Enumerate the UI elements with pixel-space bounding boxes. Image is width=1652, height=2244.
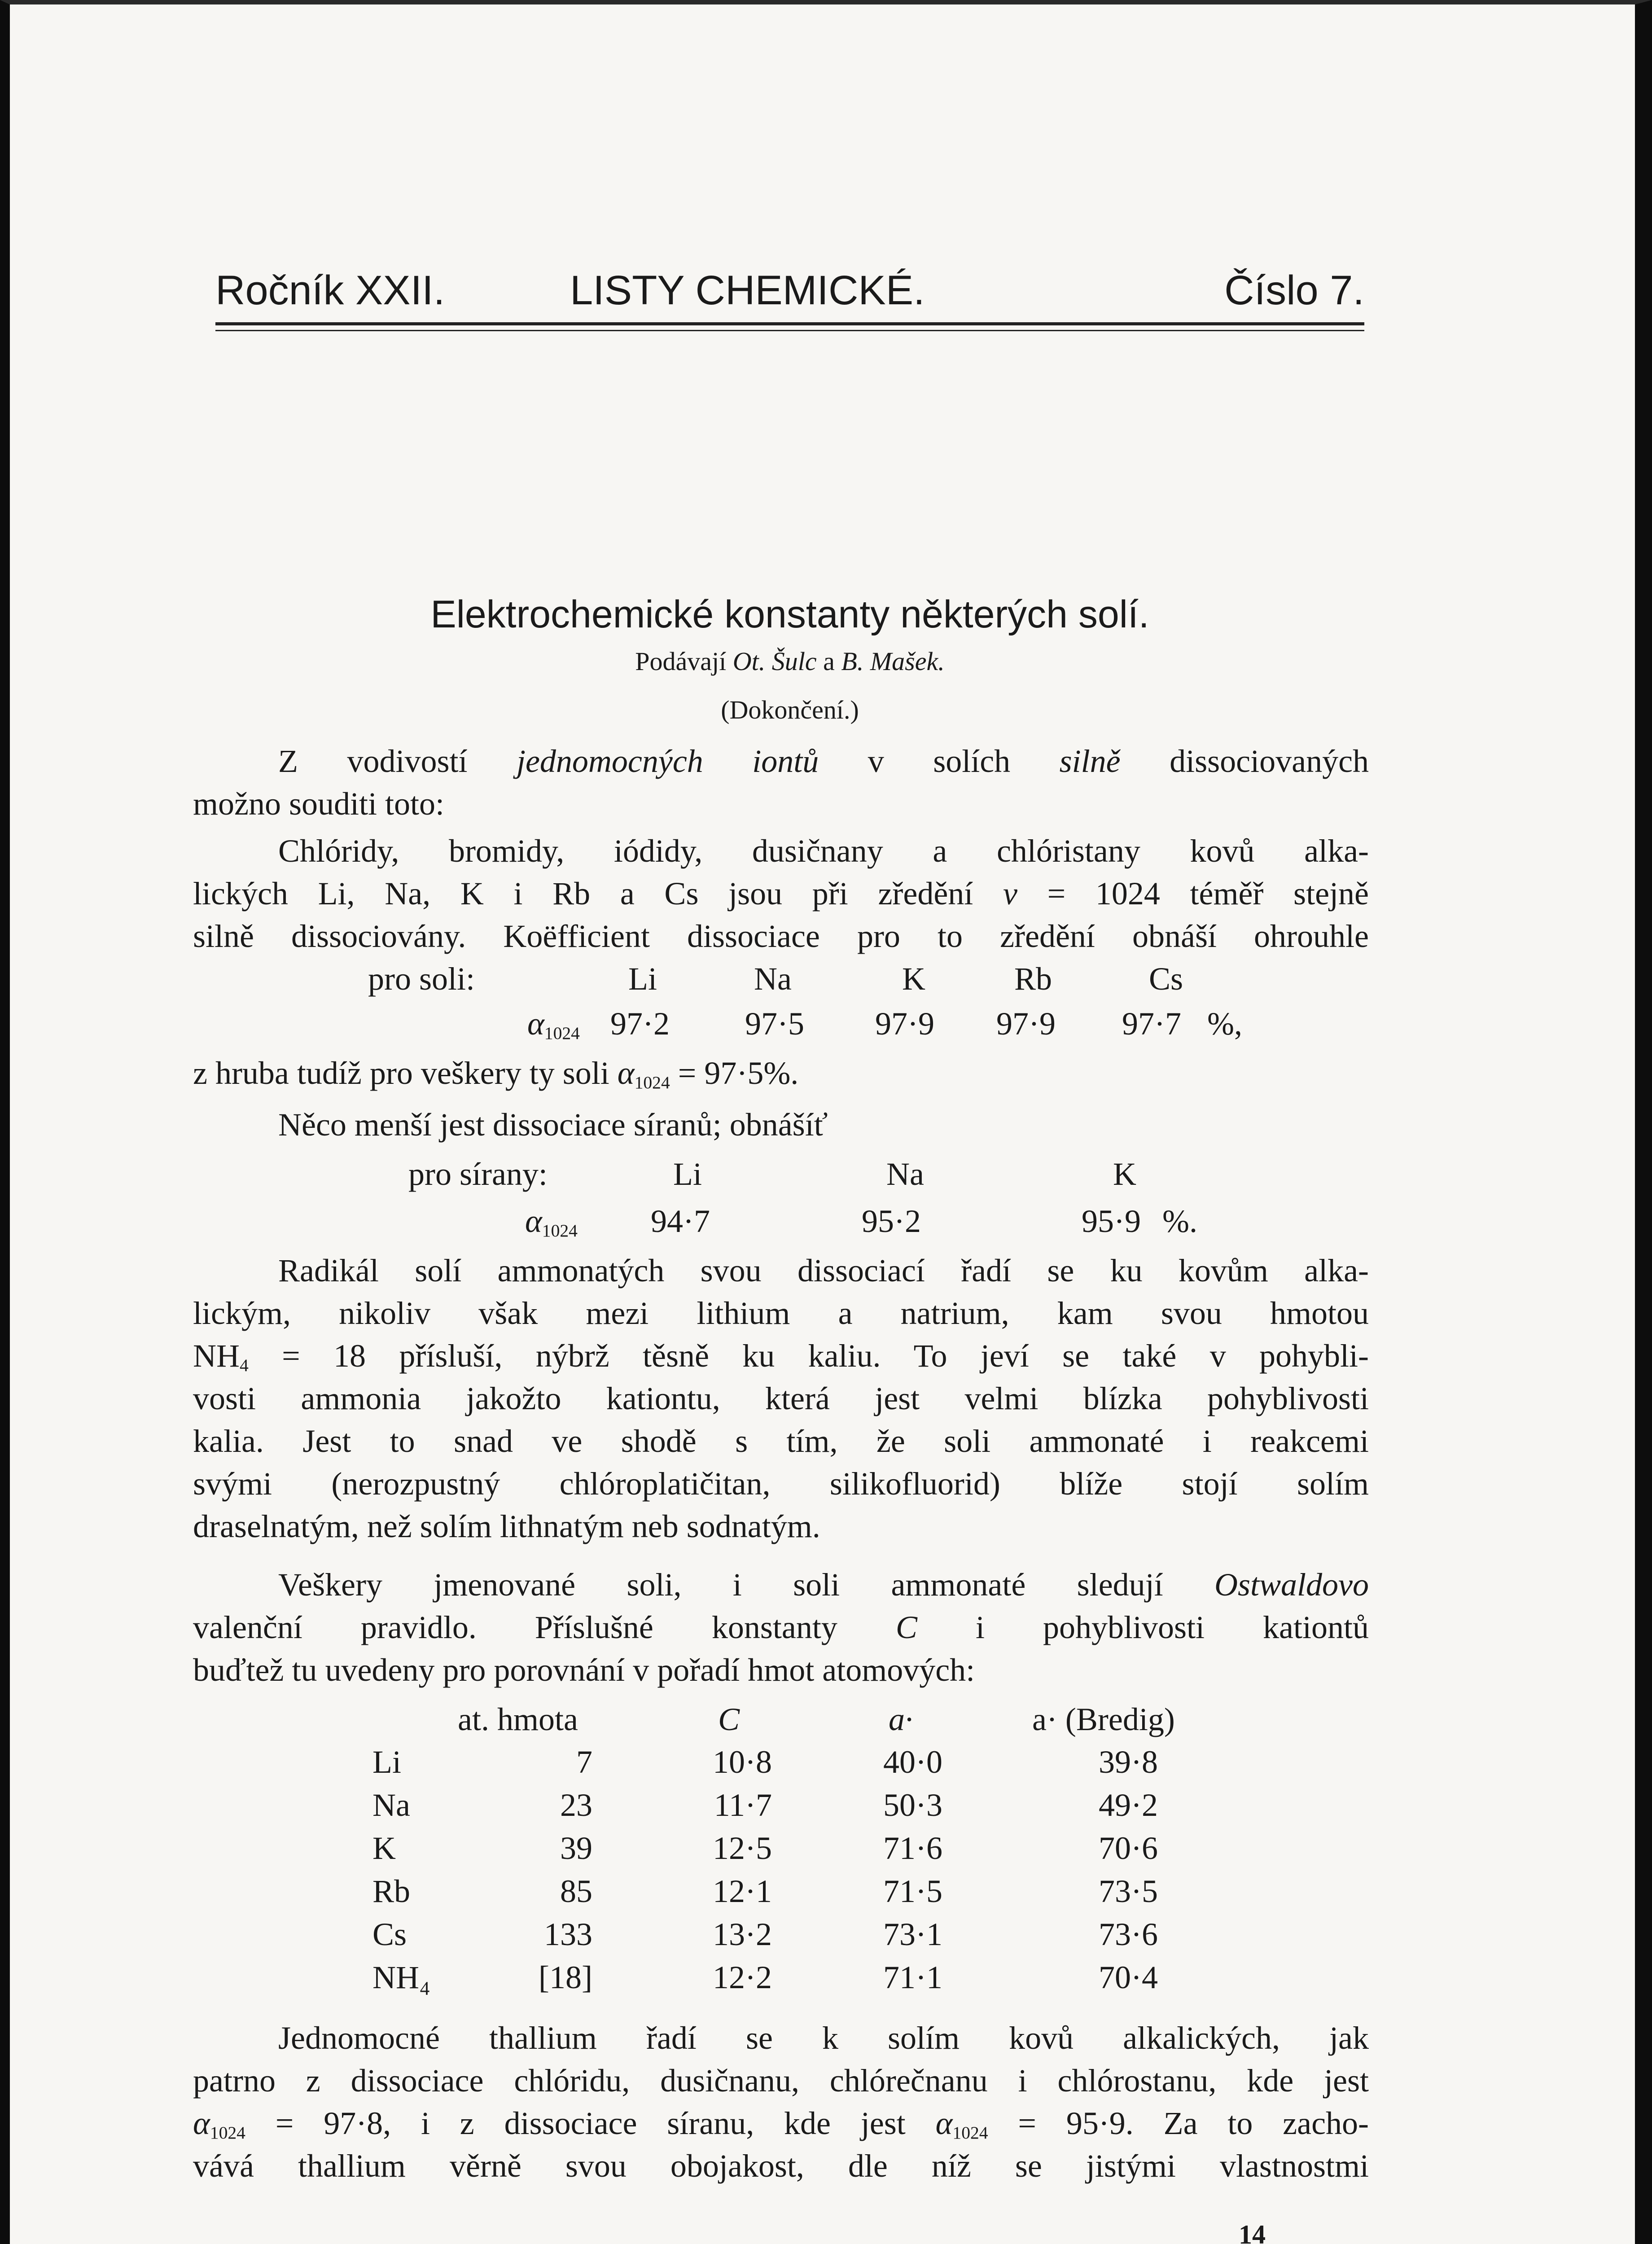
text-line: lickým, nikoliv však mezi lithium a natrium, kam svou hmotou <box>193 1295 1369 1331</box>
percent-unit: %. <box>1162 1203 1197 1239</box>
value-cell: 13·2 <box>713 1916 772 1952</box>
value-cell: [18] <box>539 1959 592 1995</box>
table-row <box>0 1916 1652 1956</box>
ion-cell: Cs <box>1149 961 1183 997</box>
value-cell: 71·1 <box>883 1959 942 1995</box>
text-line: Radikál solí ammonatých svou dissociací řadí se ku kovům alka- <box>278 1253 1369 1289</box>
value-cell: 97·9 <box>996 1006 1056 1042</box>
ion-cell: Cs <box>372 1916 407 1952</box>
value-cell: 97·9 <box>875 1006 934 1042</box>
alpha-symbol: $\alpha_{1024}$ <box>527 1006 580 1043</box>
main-table-header <box>0 1701 1652 1741</box>
value-cell: 7 <box>576 1744 592 1780</box>
value-cell: 70·6 <box>1099 1830 1158 1866</box>
value-cell: 95·2 <box>862 1203 921 1239</box>
header-c: C <box>718 1701 740 1737</box>
table-row <box>0 1787 1652 1827</box>
page-number: 14 <box>1239 2220 1266 2244</box>
table-row <box>0 1959 1652 1999</box>
value-cell: 97·2 <box>610 1006 670 1042</box>
ion-cell: K <box>902 961 925 997</box>
header-rule-thin <box>215 330 1364 331</box>
ion-cell: NH₄ <box>372 1959 431 1995</box>
article-title: Elektrochemické konstanty některých solí. <box>430 593 1149 636</box>
header-a: a· <box>889 1701 913 1737</box>
value-cell: 73·1 <box>883 1916 942 1952</box>
alpha-symbol: $\alpha_{1024}$ <box>525 1203 578 1240</box>
percent-unit: %, <box>1207 1006 1242 1042</box>
text-line: svými (nerozpustný chlóroplatičitan, silikofluorid) blíže stojí solím <box>193 1466 1369 1502</box>
text-line: Chlóridy, bromidy, iódidy, dusičnany a chlóristany kovů alka- <box>278 833 1369 869</box>
ion-cell: K <box>372 1830 396 1866</box>
header-mass: at. hmota <box>458 1701 578 1737</box>
author-1: Ot. Šulc <box>732 647 817 676</box>
text-line: $\alpha_{1024} = 97\cdot 8$, i z dissociace síranu, kde jest $\alpha_{1024} = 95\cdot 9$. Za to zacho- <box>193 2105 1369 2143</box>
text-line: vosti ammonia jakožto kationtu, která jest velmi blízka pohyblivosti <box>193 1381 1369 1416</box>
value-cell: 73·6 <box>1099 1916 1158 1952</box>
value-cell: 133 <box>544 1916 592 1952</box>
value-cell: 85 <box>560 1873 592 1909</box>
ion-cell: Na <box>886 1156 924 1192</box>
text-line: lických Li, Na, K i Rb a Cs jsou při zředění v = 1024 téměř stejně <box>193 876 1369 912</box>
text-line: $NH_4 = 18$ přísluší, nýbrž těsně ku kaliu. To jeví se také v pohybli- <box>193 1338 1369 1375</box>
journal-title: LISTY CHEMICKÉ. <box>570 267 925 313</box>
ion-cell: Li <box>628 961 657 997</box>
value-cell: 97·7 <box>1122 1006 1181 1042</box>
byline-prefix: Podávají <box>635 647 727 676</box>
text-line: valenční pravidlo. Příslušné konstanty C i pohyblivosti kationtů <box>193 1609 1369 1645</box>
ion-cell: Na <box>754 961 792 997</box>
value-cell: 94·7 <box>651 1203 710 1239</box>
text-line: patrno z dissociace chlóridu, dusičnanu, chlórečnanu i chlórostanu, kde jest <box>193 2063 1369 2099</box>
value-cell: 12·5 <box>713 1830 772 1866</box>
value-cell: 40·0 <box>883 1744 942 1780</box>
author-2: B. Mašek. <box>841 647 945 676</box>
text-line: silně dissociovány. Koëfficient dissociace pro to zředění obnáší ohrouhle <box>193 918 1369 954</box>
table-row <box>0 1830 1652 1870</box>
text-line: možno souditi toto: <box>193 786 445 822</box>
text-line: Jednomocné thallium řadí se k solím kovů alkalických, jak <box>278 2020 1369 2056</box>
value-cell: 12·1 <box>713 1873 772 1909</box>
header-a-bredig: a· (Bredig) <box>1032 1701 1175 1737</box>
ion-cell: Li <box>673 1156 702 1192</box>
value-cell: 39 <box>560 1830 592 1866</box>
alkali-value-row <box>0 1005 1652 1046</box>
ion-cell: Na <box>372 1787 410 1823</box>
value-cell: 39·8 <box>1099 1744 1158 1780</box>
ion-cell: Rb <box>372 1873 411 1909</box>
value-cell: 71·5 <box>883 1873 942 1909</box>
header-rule-thick <box>215 322 1364 325</box>
table-row <box>0 1873 1652 1913</box>
running-header <box>215 267 1364 321</box>
table-row <box>0 1744 1652 1784</box>
value-cell: 10·8 <box>713 1744 772 1780</box>
text-line: z hruba tudíž pro veškery ty soli $\alpha_{1024} = 97\cdot 5\%$. <box>193 1055 799 1092</box>
value-cell: 23 <box>560 1787 592 1823</box>
value-cell: 73·5 <box>1099 1873 1158 1909</box>
ion-cell: K <box>1113 1156 1136 1192</box>
volume-label: Ročník XXII. <box>215 267 445 313</box>
value-cell: 49·2 <box>1099 1787 1158 1823</box>
ion-cell: Rb <box>1014 961 1052 997</box>
sulfate-value-row <box>0 1203 1652 1243</box>
value-cell: 70·4 <box>1099 1959 1158 1995</box>
alkali-label: pro soli: <box>368 961 475 997</box>
text-line: buďtež tu uvedeny pro porovnání v pořadí hmot atomových: <box>193 1652 975 1688</box>
byline-and: a <box>823 647 835 676</box>
text-line: Veškery jmenované soli, i soli ammonaté sledují Ostwaldovo <box>278 1567 1369 1603</box>
value-cell: 11·7 <box>714 1787 772 1823</box>
value-cell: 95·9 <box>1082 1203 1141 1239</box>
text-line: kalia. Jest to snad ve shodě s tím, že soli ammonaté i reakcemi <box>193 1423 1369 1459</box>
byline <box>215 646 1364 676</box>
text-line: Z vodivostí jednomocných iontů v solích silně dissociovaných <box>278 743 1369 779</box>
text-line: draselnatým, než solím lithnatým neb sodnatým. <box>193 1508 820 1544</box>
text-line: Něco menší jest dissociace síranů; obnášíť <box>278 1107 828 1143</box>
value-cell: 12·2 <box>713 1959 772 1995</box>
sulfate-label: pro sírany: <box>408 1156 548 1192</box>
value-cell: 97·5 <box>745 1006 804 1042</box>
sulfate-ion-row <box>0 1156 1652 1196</box>
value-cell: 71·6 <box>883 1830 942 1866</box>
text-line: vává thallium věrně svou obojakost, dle níž se jistými vlastnostmi <box>193 2148 1369 2184</box>
ion-cell: Li <box>372 1744 401 1780</box>
value-cell: 50·3 <box>883 1787 942 1823</box>
continued-note: (Dokončení.) <box>721 695 859 724</box>
issue-number: Číslo 7. <box>1224 267 1364 313</box>
alkali-ion-row <box>0 960 1652 1001</box>
